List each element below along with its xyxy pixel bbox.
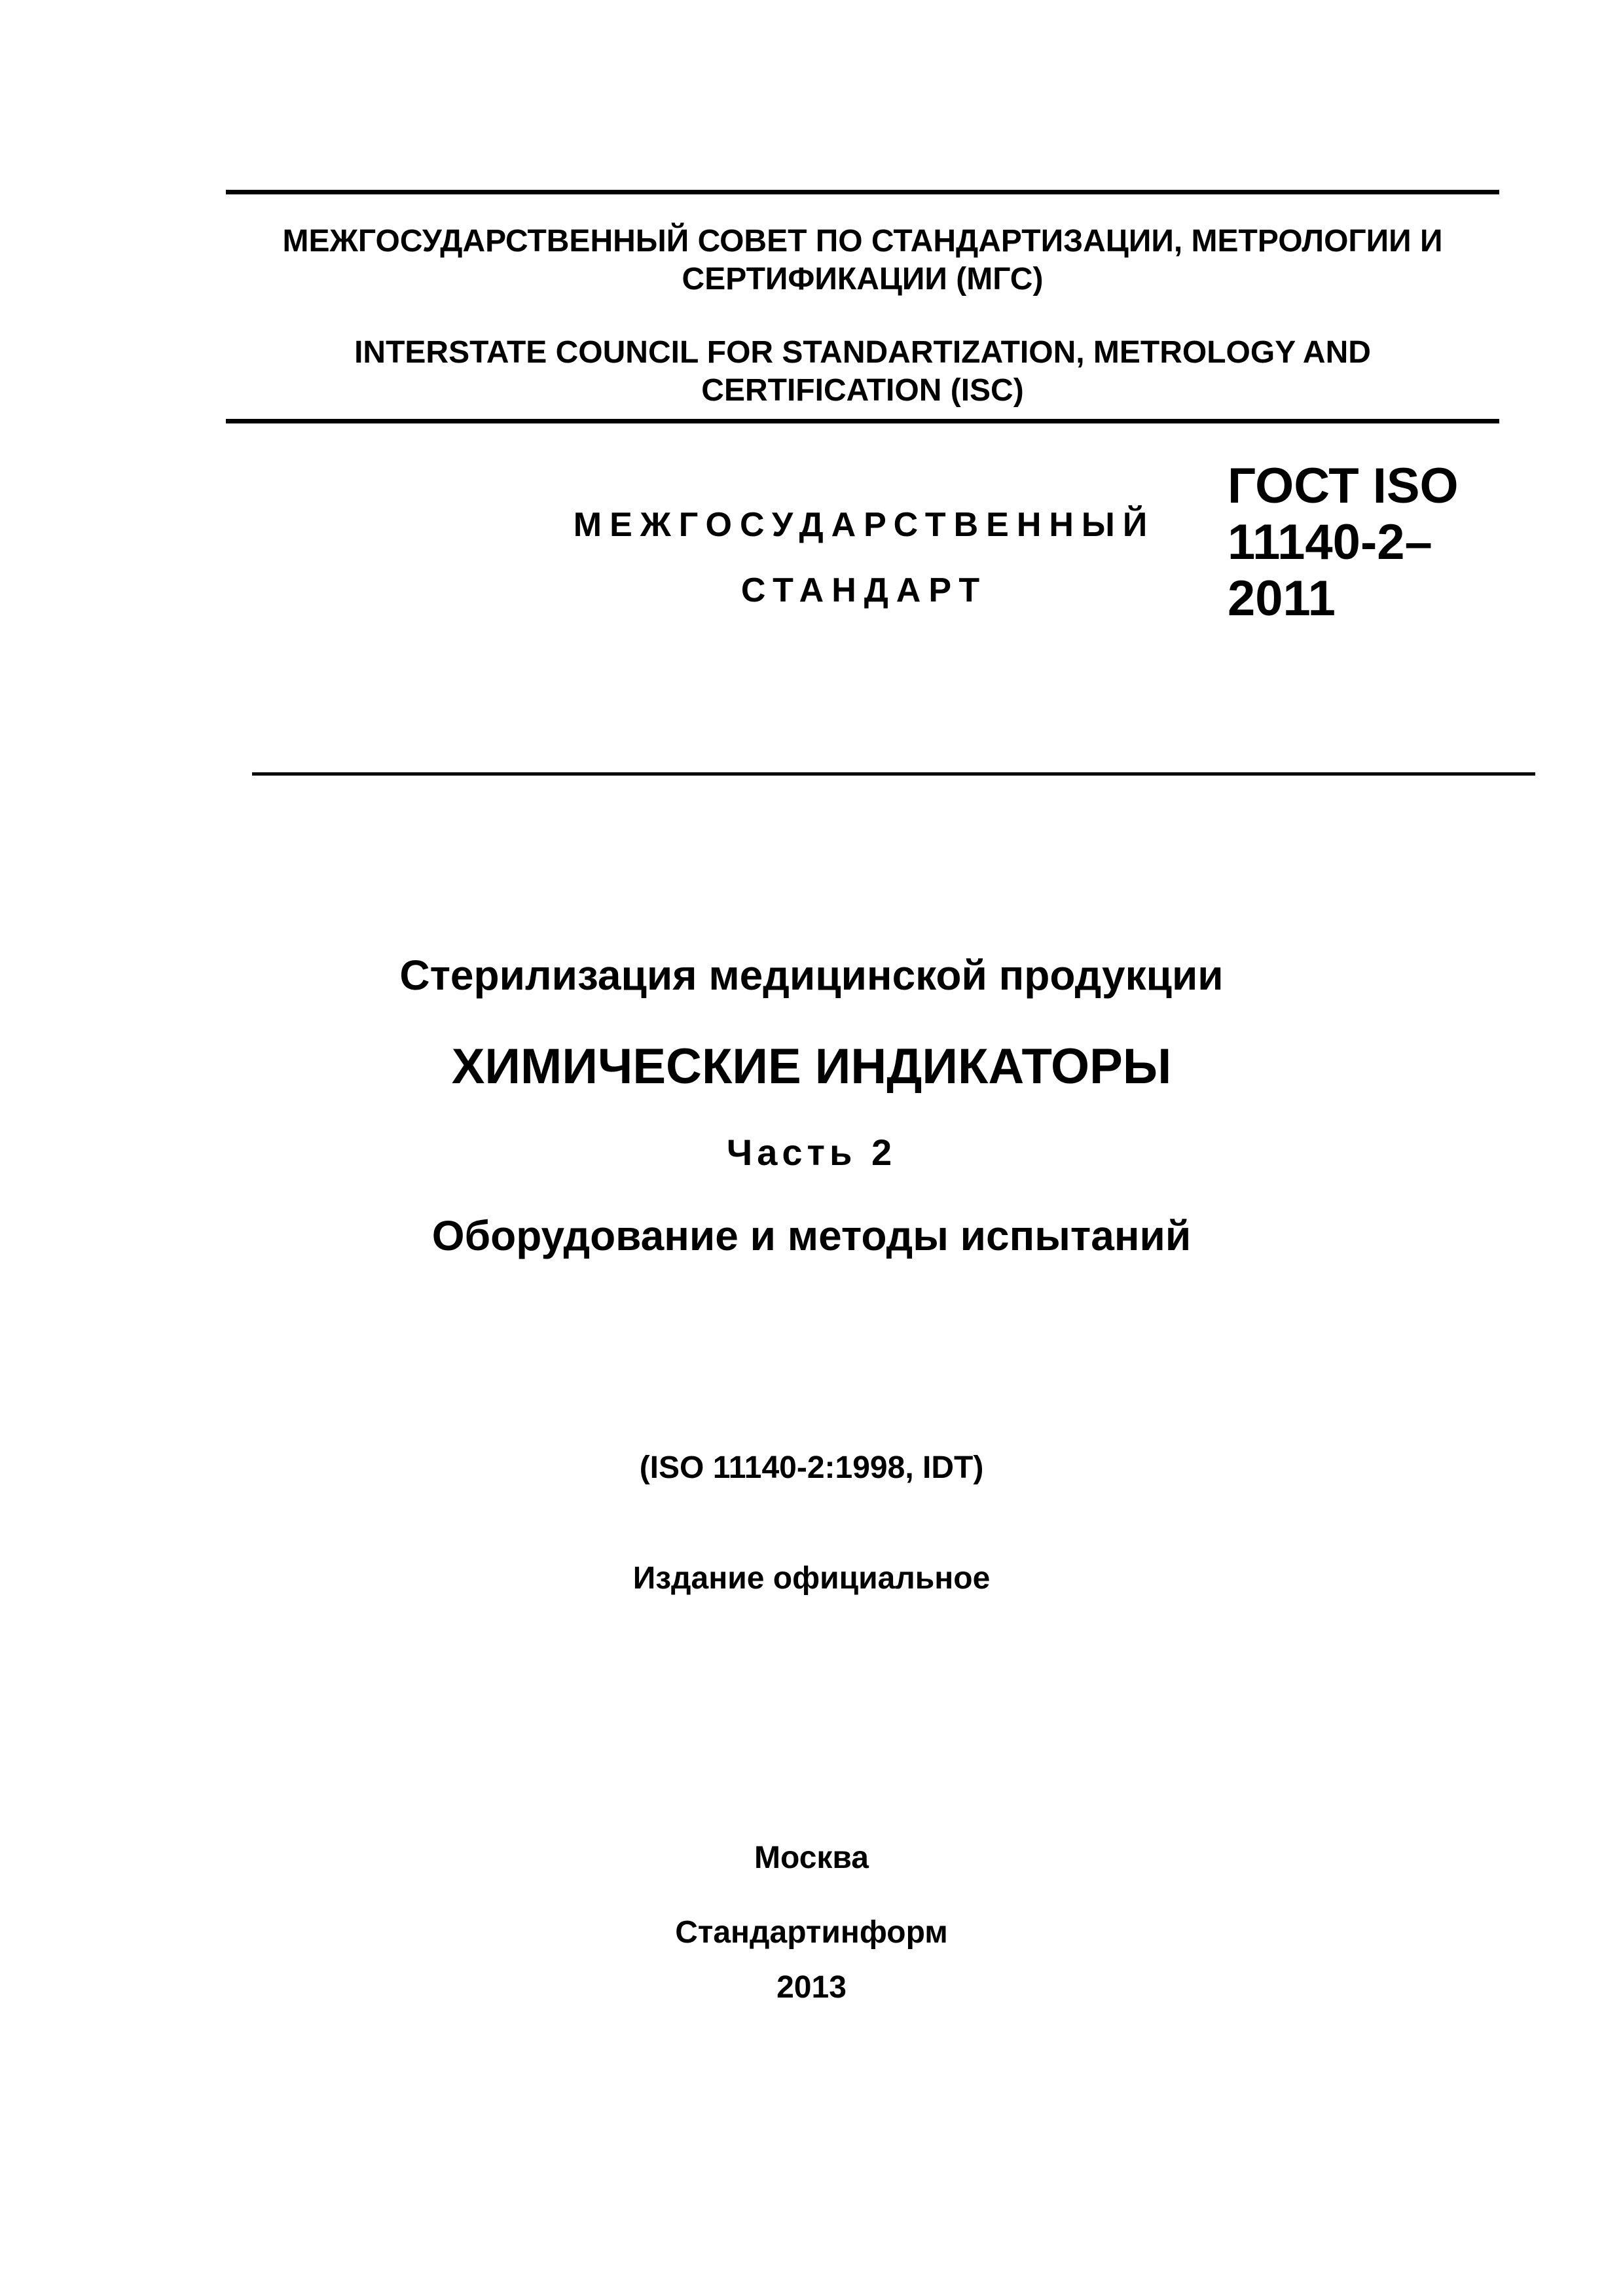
title-subject: Стерилизация медицинской продукции (399, 952, 1224, 999)
title-divider-rule (252, 772, 1535, 776)
council-name-ru (226, 223, 1499, 298)
council-name-ru-line1: МЕЖГОСУДАРСТВЕННЫЙ СОВЕТ ПО СТАНДАРТИЗАЦИИ, МЕТРОЛОГИИ И (282, 224, 1443, 259)
standard-number-line1: ГОСТ ISO (1228, 458, 1459, 514)
header-bottom-rule (226, 419, 1499, 423)
publication-city: Москва (754, 1840, 869, 1875)
title-main: ХИМИЧЕСКИЕ ИНДИКАТОРЫ (451, 1039, 1172, 1094)
council-name-ru-line2: СЕРТИФИКАЦИИ (МГС) (682, 262, 1044, 296)
publication-year: 2013 (776, 1970, 847, 2005)
publisher-name: Стандартинформ (675, 1915, 948, 1950)
iso-reference: (ISO 11140-2:1998, IDT) (639, 1450, 984, 1485)
standard-number-line2: 11140-2– (1228, 514, 1432, 570)
standard-type-line1: МЕЖГОСУДАРСТВЕННЫЙ (573, 506, 1156, 544)
council-name-en-line1: INTERSTATE COUNCIL FOR STANDARTIZATION, METROLOGY AND (354, 335, 1371, 370)
standard-type-line2: СТАНДАРТ (740, 571, 988, 609)
council-name-en-line2: CERTIFICATION (ISC) (701, 373, 1024, 408)
title-subtitle: Оборудование и методы испытаний (431, 1212, 1192, 1259)
council-name-en (226, 334, 1499, 410)
title-part: Часть 2 (726, 1132, 897, 1173)
standard-number-line3: 2011 (1228, 571, 1336, 626)
edition-note: Издание официальное (632, 1561, 991, 1596)
standard-number (1228, 458, 1459, 627)
top-rule (226, 190, 1499, 194)
